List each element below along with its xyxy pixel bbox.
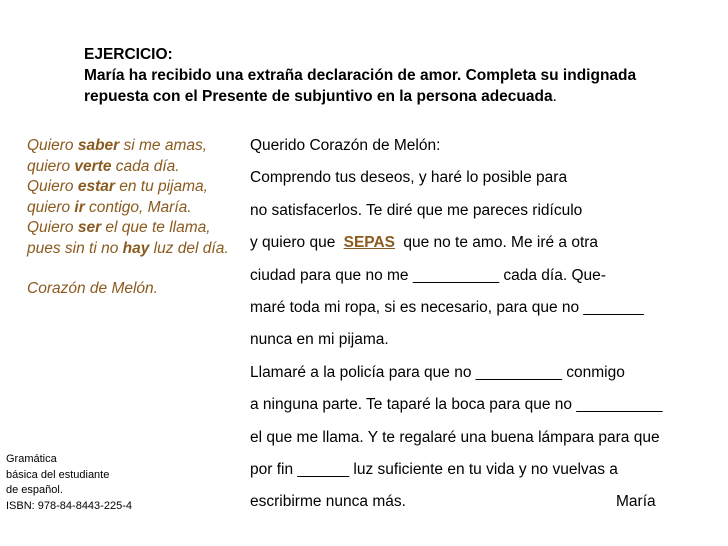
letter-line: a ninguna parte. Te taparé la boca para que no __________ <box>250 396 663 414</box>
poem-text: pues sin ti no <box>27 239 123 257</box>
letter-greeting: Querido Corazón de Melón: <box>250 137 441 154</box>
poem-signature: Corazón de Melón. <box>27 280 158 297</box>
exercise-instruction-line-1: María ha recibido una extraña declaración de amor. Completa su indignada <box>84 67 637 84</box>
letter-line: el que me llama. Y te regalaré una buena lámpara para que <box>250 428 660 446</box>
poem-verb: verte <box>74 157 112 175</box>
poem-text: Quiero <box>27 178 78 195</box>
credit-isbn: ISBN: 978-84-8443-225-4 <box>6 499 132 512</box>
letter-line: maré toda mi ropa, si es necesario, para que no _______ <box>250 298 644 316</box>
poem-text: el que te llama, <box>101 219 211 236</box>
letter-text: escribirme nunca más. <box>250 493 406 511</box>
letter-line <box>250 233 663 265</box>
poem-text: cada día. <box>111 157 180 175</box>
poem-text: luz del día. <box>149 239 229 257</box>
poem-text: contigo, María. <box>84 198 192 216</box>
credit-line: Gramática <box>6 453 57 465</box>
instruction-text: repuesta con el Presente de subjuntivo en la persona adecuada <box>84 88 553 105</box>
poem-line <box>27 239 229 260</box>
poem-verb: hay <box>122 239 150 257</box>
love-poem <box>27 136 229 300</box>
exercise-title: EJERCICIO: <box>84 46 173 63</box>
poem-verb: saber <box>77 137 120 154</box>
exercise-header <box>84 44 636 107</box>
poem-text: Quiero <box>27 137 78 154</box>
poem-line <box>27 157 229 178</box>
poem-line <box>27 218 229 239</box>
credit-line: de español. <box>6 484 63 496</box>
poem-text: Quiero <box>27 219 78 236</box>
letter-line: ciudad para que no me __________ cada día. Que- <box>250 266 606 284</box>
letter-line: Comprendo tus deseos, y haré lo posible para <box>250 169 568 187</box>
letter-closing-line <box>250 492 663 524</box>
poem-verb: ir <box>74 198 85 216</box>
letter-signature: María <box>616 493 656 511</box>
letter-line: por fin ______ luz suficiente en tu vida y no vuelvas a <box>250 460 618 478</box>
instruction-period: . <box>552 88 557 105</box>
letter-line: Llamaré a la policía para que no __________ conmigo <box>250 363 625 381</box>
poem-text: en tu pijama, <box>114 178 208 195</box>
letter-line: nunca en mi pijama. <box>250 331 389 349</box>
poem-text: quiero <box>27 198 75 216</box>
letter-text: que no te amo. Me iré a otra <box>399 234 599 252</box>
poem-text: si me amas, <box>119 137 208 154</box>
poem-line <box>27 198 229 219</box>
letter-text: y quiero que <box>250 234 340 252</box>
credit-line: básica del estudiante <box>6 468 110 481</box>
reply-letter <box>250 136 663 525</box>
poem-line <box>27 177 229 198</box>
poem-verb: ser <box>77 219 102 236</box>
poem-text: quiero <box>27 157 75 175</box>
letter-line: no satisfacerlos. Te diré que me pareces ridículo <box>250 201 583 219</box>
poem-verb: estar <box>77 178 115 195</box>
book-credit <box>6 452 132 514</box>
poem-line <box>27 136 229 157</box>
example-answer: SEPAS <box>343 234 396 252</box>
exercise-instruction-line-2 <box>84 86 636 107</box>
